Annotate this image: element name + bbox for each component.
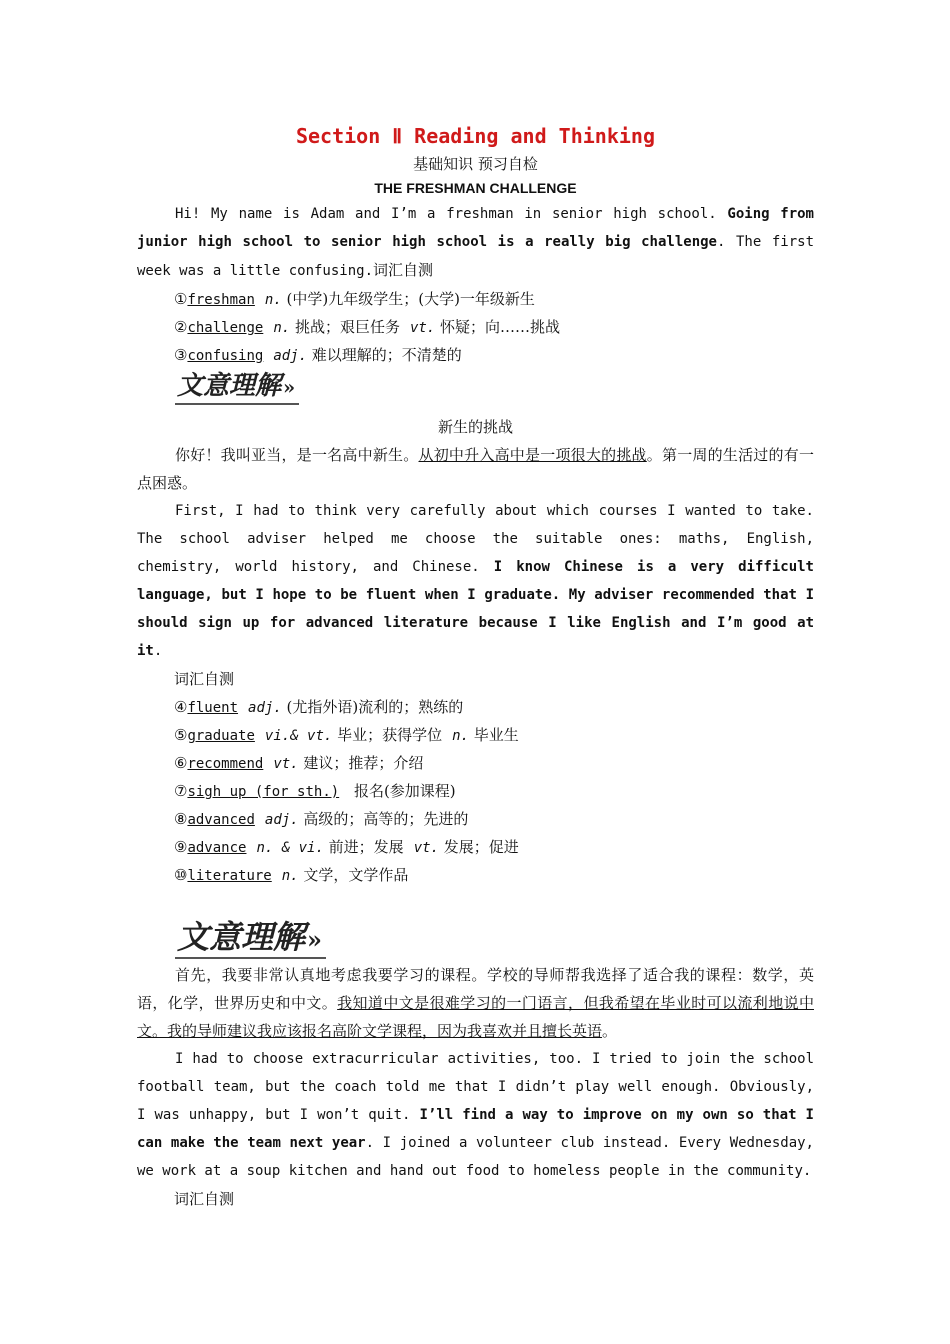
vocab-number: ⑧ <box>174 810 188 828</box>
vocab-number: ⑩ <box>174 866 188 884</box>
vocab-word: recommend <box>187 756 264 772</box>
translation-2: 首先，我要非常认真地考虑我要学习的课程。学校的导师帮我选择了适合我的课程：数学，英语，化学，世界历史和中文。我知道中文是很难学习的一门语言，但我希望在毕业时可以流利地说中文。我的导师建议我应该报名高阶文学课程，因为我喜欢并且擅长英语。 <box>137 966 814 1040</box>
vocab-pos: adj. <box>273 348 308 364</box>
vocab-word: challenge <box>187 320 264 336</box>
vocab-pos: vt. <box>273 756 299 772</box>
vocab-number: ⑨ <box>174 838 188 856</box>
vocab-word: advanced <box>187 812 255 828</box>
vocab-number: ⑥ <box>174 754 188 772</box>
vocab-item <box>137 833 814 861</box>
vocab-label: 词汇自测 <box>174 1190 235 1208</box>
vocab-item <box>137 693 814 721</box>
key-sentence: Going from junior high school to senior high school is a really big challenge <box>137 206 814 250</box>
vocab-item <box>137 777 814 805</box>
section-subtitle: 基础知识 预习自检 <box>413 155 538 173</box>
vocab-pos: vt. <box>409 320 436 336</box>
translation-1: 你好！我叫亚当，是一名高中新生。从初中升入高中是一项很大的挑战。第一周的生活过的有一点困惑。 <box>137 446 814 492</box>
vocab-definition: 难以理解的；不清楚的 <box>307 346 462 364</box>
underlined-translation: 从初中升入高中是一项很大的挑战 <box>418 446 647 464</box>
vocab-number: ④ <box>174 698 188 716</box>
section-badge: 文意理解» <box>175 917 326 959</box>
vocab-definition: (尤指外语)流利的；熟练的 <box>281 698 464 716</box>
vocab-item <box>137 313 814 341</box>
vocab-word: literature <box>187 868 272 884</box>
vocab-pos: vt. <box>413 840 439 856</box>
paragraph-1: Hi! My name is Adam and I’m a freshman in senior high school. Going from junior high school to senior high school is a really big challenge. The first week was a little confusing.词汇自测 <box>137 206 815 279</box>
vocab-number: ③ <box>174 346 188 364</box>
badge-row <box>137 369 814 413</box>
vocab-label: 词汇自测 <box>174 670 235 688</box>
vocab-definition: 怀疑；向……挑战 <box>435 318 561 336</box>
vocab-item <box>137 861 814 889</box>
vocab-list-1 <box>137 285 814 369</box>
vocab-definition: 前进；发展 <box>323 838 404 856</box>
paragraph-2: First, I had to think very carefully about which courses I wanted to take. The school adviser helped me choose the suitable ones: maths, English, chemistry, world history, and Chinese. I know Chinese is a very difficult language, but I hope to be fluent when I graduate. My adviser recommended that I should sign up for advanced literature because I like English and I’m good at it. <box>137 503 814 659</box>
document-page <box>137 120 814 1213</box>
vocab-number: ① <box>174 290 188 308</box>
passage-title: THE FRESHMAN CHALLENGE <box>374 180 577 196</box>
vocab-definition: 毕业；获得学位 <box>332 726 443 744</box>
vocab-word: fluent <box>187 700 239 716</box>
chevron-icon: » <box>307 925 323 954</box>
chevron-icon: » <box>283 376 296 399</box>
vocab-list-2 <box>137 693 814 889</box>
vocab-word: graduate <box>187 728 255 744</box>
vocab-definition: 毕业生 <box>468 726 519 744</box>
vocab-item <box>137 805 814 833</box>
underlined-translation: 我知道中文是很难学习的一门语言，但我希望在毕业时可以流利地说中文。我的导师建议我应该报名高阶文学课程，因为我喜欢并且擅长英语 <box>137 994 814 1040</box>
vocab-pos: n. <box>452 728 469 744</box>
vocab-pos: n. & vi. <box>256 840 324 856</box>
vocab-definition: (中学)九年级学生；(大学)一年级新生 <box>281 290 535 308</box>
paragraph-3: I had to choose extracurricular activities, too. I tried to join the school football team, but the coach told me that I didn’t play well enough. Obviously, I was unhappy, but I won’t quit. I’ll find a way to improve on my own so that I can make the team next year. I joined a volunteer club instead. Every Wednesday, we work at a soup kitchen and hand out food to homeless people in the community. <box>137 1051 814 1179</box>
vocab-label: 词汇自测 <box>373 261 434 279</box>
vocab-number: ② <box>174 318 188 336</box>
vocab-word: advance <box>187 840 247 856</box>
vocab-word: freshman <box>187 292 255 308</box>
vocab-definition: 高级的；高等的；先进的 <box>298 810 469 828</box>
vocab-item <box>137 721 814 749</box>
vocab-definition: 挑战；艰巨任务 <box>290 318 400 336</box>
vocab-definition: 建议；推荐；介绍 <box>298 754 424 772</box>
vocab-item <box>137 341 814 369</box>
vocab-definition: 报名(参加课程) <box>349 782 456 800</box>
vocab-number: ⑦ <box>174 782 188 800</box>
key-sentence: I know Chinese is a very difficult language, but I hope to be fluent when I graduate. My adviser recommended that I should sign up for advanced literature because I like English and I’m good at it <box>137 559 814 659</box>
vocab-pos: n. <box>264 292 282 308</box>
vocab-item <box>137 285 814 313</box>
key-sentence: I’ll find a way to improve on my own so that I can make the team next year <box>137 1107 814 1151</box>
translation-heading: 新生的挑战 <box>437 418 513 436</box>
vocab-definition: 发展；促进 <box>438 838 519 856</box>
vocab-word: confusing <box>187 348 264 364</box>
section-badge: 文意理解 » <box>175 369 299 405</box>
vocab-pos: adj. <box>264 812 299 828</box>
vocab-number: ⑤ <box>174 726 188 744</box>
vocab-pos: n. <box>273 320 291 336</box>
vocab-pos: adj. <box>248 700 282 716</box>
vocab-pos: n. <box>281 868 299 884</box>
section-title: Section Ⅱ Reading and Thinking <box>295 124 656 148</box>
vocab-pos: vi.& vt. <box>264 728 333 744</box>
badge-row <box>137 917 814 961</box>
vocab-definition: 文学，文学作品 <box>298 866 409 884</box>
vocab-word: sigh up (for sth.) <box>187 784 340 800</box>
vocab-item <box>137 749 814 777</box>
